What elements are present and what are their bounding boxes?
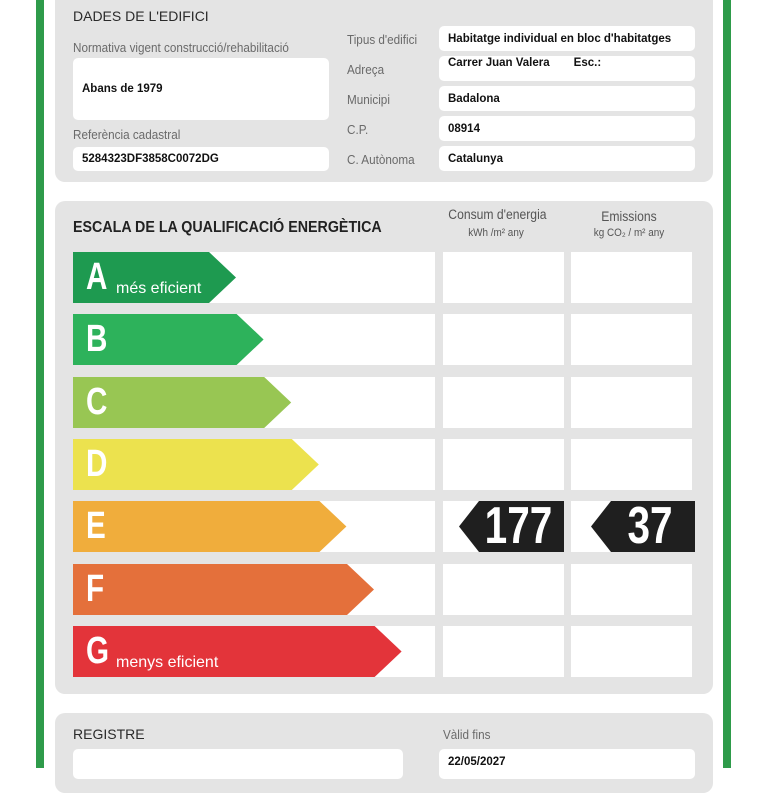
consum-rating-badge-value: 177 bbox=[484, 497, 553, 555]
adreca-street: Carrer Juan Valera bbox=[448, 57, 550, 69]
certificate-frame-left bbox=[36, 0, 44, 768]
normativa-value: Abans de 1979 bbox=[73, 58, 329, 120]
grade-letter-f: F bbox=[86, 568, 105, 610]
consum-header-units: kWh /m² any bbox=[468, 227, 524, 239]
registre-title: REGISTRE bbox=[73, 726, 145, 742]
grade-letter-d: D bbox=[86, 443, 108, 485]
consum-header bbox=[443, 207, 549, 239]
valid-label: Vàlid fins bbox=[443, 727, 491, 742]
adreca-label: Adreça bbox=[347, 62, 385, 77]
grade-letter-b: B bbox=[86, 318, 108, 360]
building-section-title: DADES DE L'EDIFICI bbox=[73, 8, 209, 24]
emissions-rating-badge-value: 37 bbox=[627, 497, 673, 555]
consum-cell-b bbox=[443, 314, 564, 365]
grade-letter-g: G bbox=[86, 630, 110, 672]
grade-bar-d bbox=[73, 439, 320, 490]
cadastral-label: Referència cadastral bbox=[73, 127, 181, 142]
adreca-value bbox=[439, 56, 695, 81]
consum-cell-c bbox=[443, 377, 564, 428]
emissions-cell-a bbox=[571, 252, 692, 303]
emissions-cell-b bbox=[571, 314, 692, 365]
emissions-header bbox=[571, 209, 687, 239]
worst-efficiency-label: menys eficient bbox=[116, 654, 219, 671]
best-efficiency-label: més eficient bbox=[116, 280, 202, 297]
municipi-value: Badalona bbox=[439, 86, 695, 111]
emissions-header-title: Emissions bbox=[601, 209, 657, 224]
valid-value: 22/05/2027 bbox=[439, 749, 695, 779]
cp-value: 08914 bbox=[439, 116, 695, 141]
tipus-label: Tipus d'edifici bbox=[347, 32, 418, 47]
certificate-frame-right bbox=[723, 0, 731, 768]
consum-cell-f bbox=[443, 564, 564, 615]
ca-value: Catalunya bbox=[439, 146, 695, 171]
emissions-cell-d bbox=[571, 439, 692, 490]
registre-value bbox=[73, 749, 403, 779]
grade-letter-e: E bbox=[86, 505, 106, 547]
grade-letter-a: A bbox=[86, 256, 108, 298]
consum-cell-a bbox=[443, 252, 564, 303]
normativa-label: Normativa vigent construcció/rehabilitació bbox=[73, 40, 289, 55]
tipus-value: Habitatge individual en bloc d'habitatges bbox=[439, 26, 695, 51]
grade-letter-c: C bbox=[86, 381, 108, 423]
grade-bar-e bbox=[73, 501, 347, 552]
cp-label: C.P. bbox=[347, 122, 369, 137]
consum-cell-g bbox=[443, 626, 564, 677]
municipi-label: Municipi bbox=[347, 92, 390, 107]
ca-label: C. Autònoma bbox=[347, 152, 415, 167]
consum-header-title: Consum d'energia bbox=[448, 207, 547, 222]
consum-cell-d bbox=[443, 439, 564, 490]
grade-bar-f bbox=[73, 564, 375, 615]
cadastral-value: 5284323DF3858C0072DG bbox=[73, 147, 329, 171]
emissions-cell-c bbox=[571, 377, 692, 428]
emissions-cell-g bbox=[571, 626, 692, 677]
esc-label: Esc.: bbox=[573, 57, 602, 69]
emissions-header-units: kg CO₂ / m² any bbox=[593, 227, 665, 239]
scale-title: ESCALA DE LA QUALIFICACIÓ ENERGÈTICA bbox=[73, 219, 382, 236]
emissions-cell-f bbox=[571, 564, 692, 615]
